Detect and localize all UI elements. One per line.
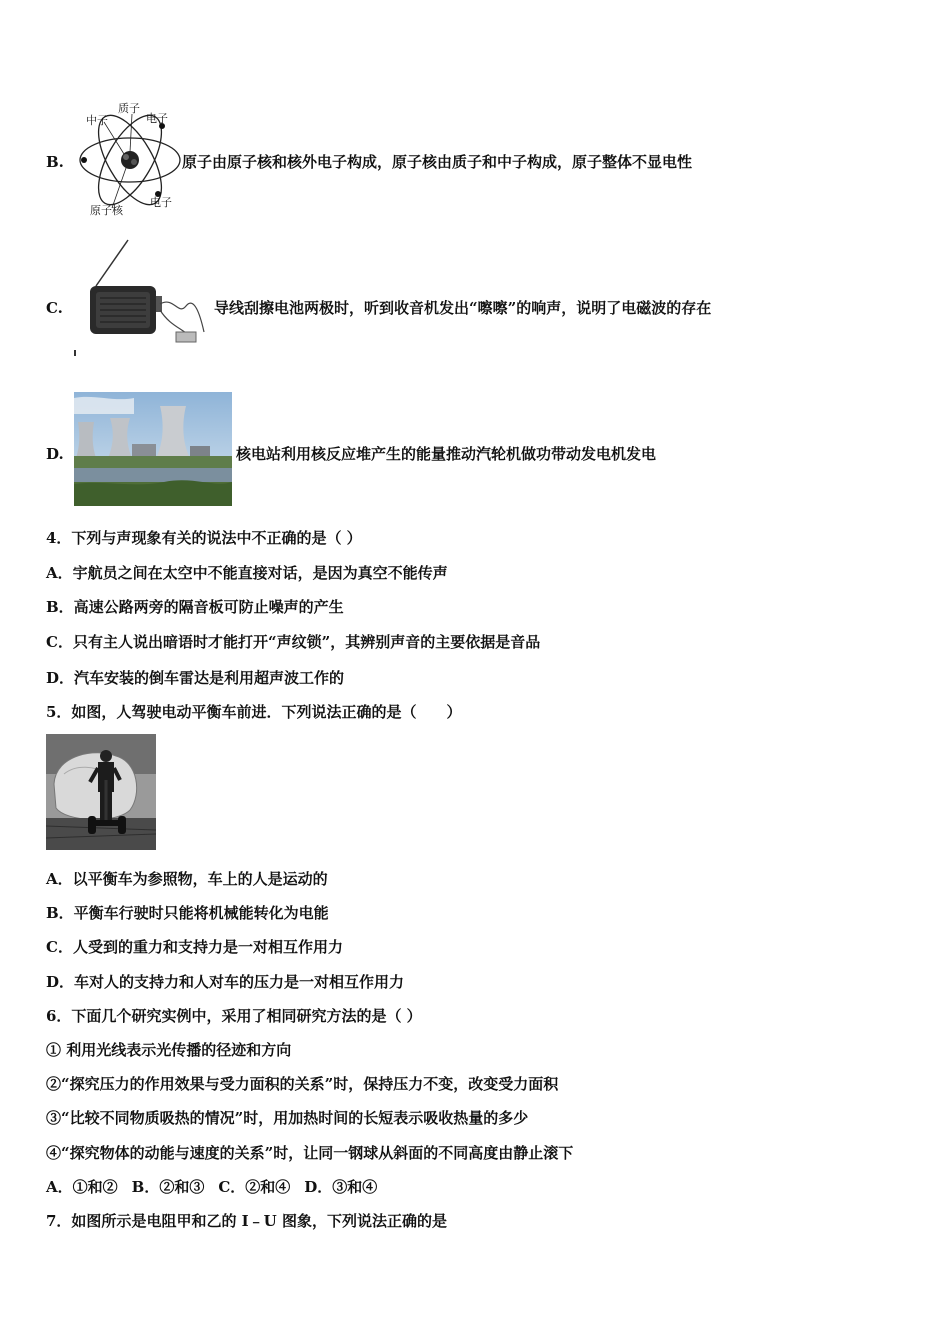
q4-stem: 4．下列与声现象有关的说法中不正确的是（ ） (46, 529, 362, 547)
radio-battery-icon (74, 236, 210, 358)
q4-option-a: A．宇航员之间在太空中不能直接对话，是因为真空不能传声 (46, 564, 448, 582)
label-electron-bottom: 电子 (150, 196, 172, 209)
nuclear-plant-photo (74, 392, 232, 506)
q5-stem: 5．如图，人驾驶电动平衡车前进．下列说法正确的是（ ） (46, 703, 462, 721)
option-d-letter: D. (46, 445, 64, 463)
q5-option-b: B．平衡车行驶时只能将机械能转化为电能 (46, 904, 329, 922)
option-d-text: 核电站利用核反应堆产生的能量推动汽轮机做功带动发电机发电 (236, 445, 657, 463)
balance-car-icon (46, 734, 156, 850)
label-neutron: 中子 (86, 114, 108, 127)
q7-stem: 7．如图所示是电阻甲和乙的 I﹣U 图象，下列说法正确的是 (46, 1212, 447, 1230)
q5-option-a: A．以平衡车为参照物，车上的人是运动的 (46, 870, 328, 888)
radio-figure (74, 236, 210, 358)
option-c-letter: C. (46, 299, 63, 317)
q6-item-1: ① 利用光线表示光传播的径迹和方向 (46, 1041, 292, 1059)
balance-car-photo (46, 734, 156, 850)
option-b-text: 原子由原子核和核外电子构成，原子核由质子和中子构成，原子整体不显电性 (182, 153, 693, 171)
option-b-letter: B. (46, 153, 64, 171)
nuclear-plant-icon (74, 392, 232, 506)
q6-item-3: ③“比较不同物质吸热的情况”时，用加热时间的长短表示吸收热量的多少 (46, 1109, 529, 1127)
q6-choice-d: D．③和④ (304, 1178, 378, 1196)
option-c-text: 导线刮擦电池两极时，听到收音机发出“嚓嚓”的响声，说明了电磁波的存在 (214, 299, 712, 317)
atom-figure (74, 98, 182, 220)
q6-stem: 6．下面几个研究实例中，采用了相同研究方法的是（ ） (46, 1007, 422, 1025)
q6-choices (46, 1177, 377, 1197)
q6-choice-c: C．②和④ (218, 1178, 291, 1196)
label-nucleus: 原子核 (90, 204, 123, 217)
q6-item-2: ②“探究压力的作用效果与受力面积的关系”时，保持压力不变，改变受力面积 (46, 1075, 559, 1093)
label-proton: 质子 (118, 102, 140, 115)
q5-option-c: C．人受到的重力和支持力是一对相互作用力 (46, 938, 343, 956)
q6-choice-b: B．②和③ (131, 1178, 205, 1196)
q4-option-b: B．高速公路两旁的隔音板可防止噪声的产生 (46, 598, 344, 616)
q4-option-c: C．只有主人说出暗语时才能打开“声纹锁”，其辨别声音的主要依据是音品 (46, 633, 541, 651)
q6-choice-a: A．①和② (46, 1178, 118, 1196)
q4-option-d: D．汽车安装的倒车雷达是利用超声波工作的 (46, 669, 345, 687)
label-electron-top: 电子 (146, 112, 168, 125)
q6-item-4: ④“探究物体的动能与速度的关系”时，让同一钢球从斜面的不同高度由静止滚下 (46, 1144, 574, 1162)
q5-option-d: D．车对人的支持力和人对车的压力是一对相互作用力 (46, 973, 405, 991)
